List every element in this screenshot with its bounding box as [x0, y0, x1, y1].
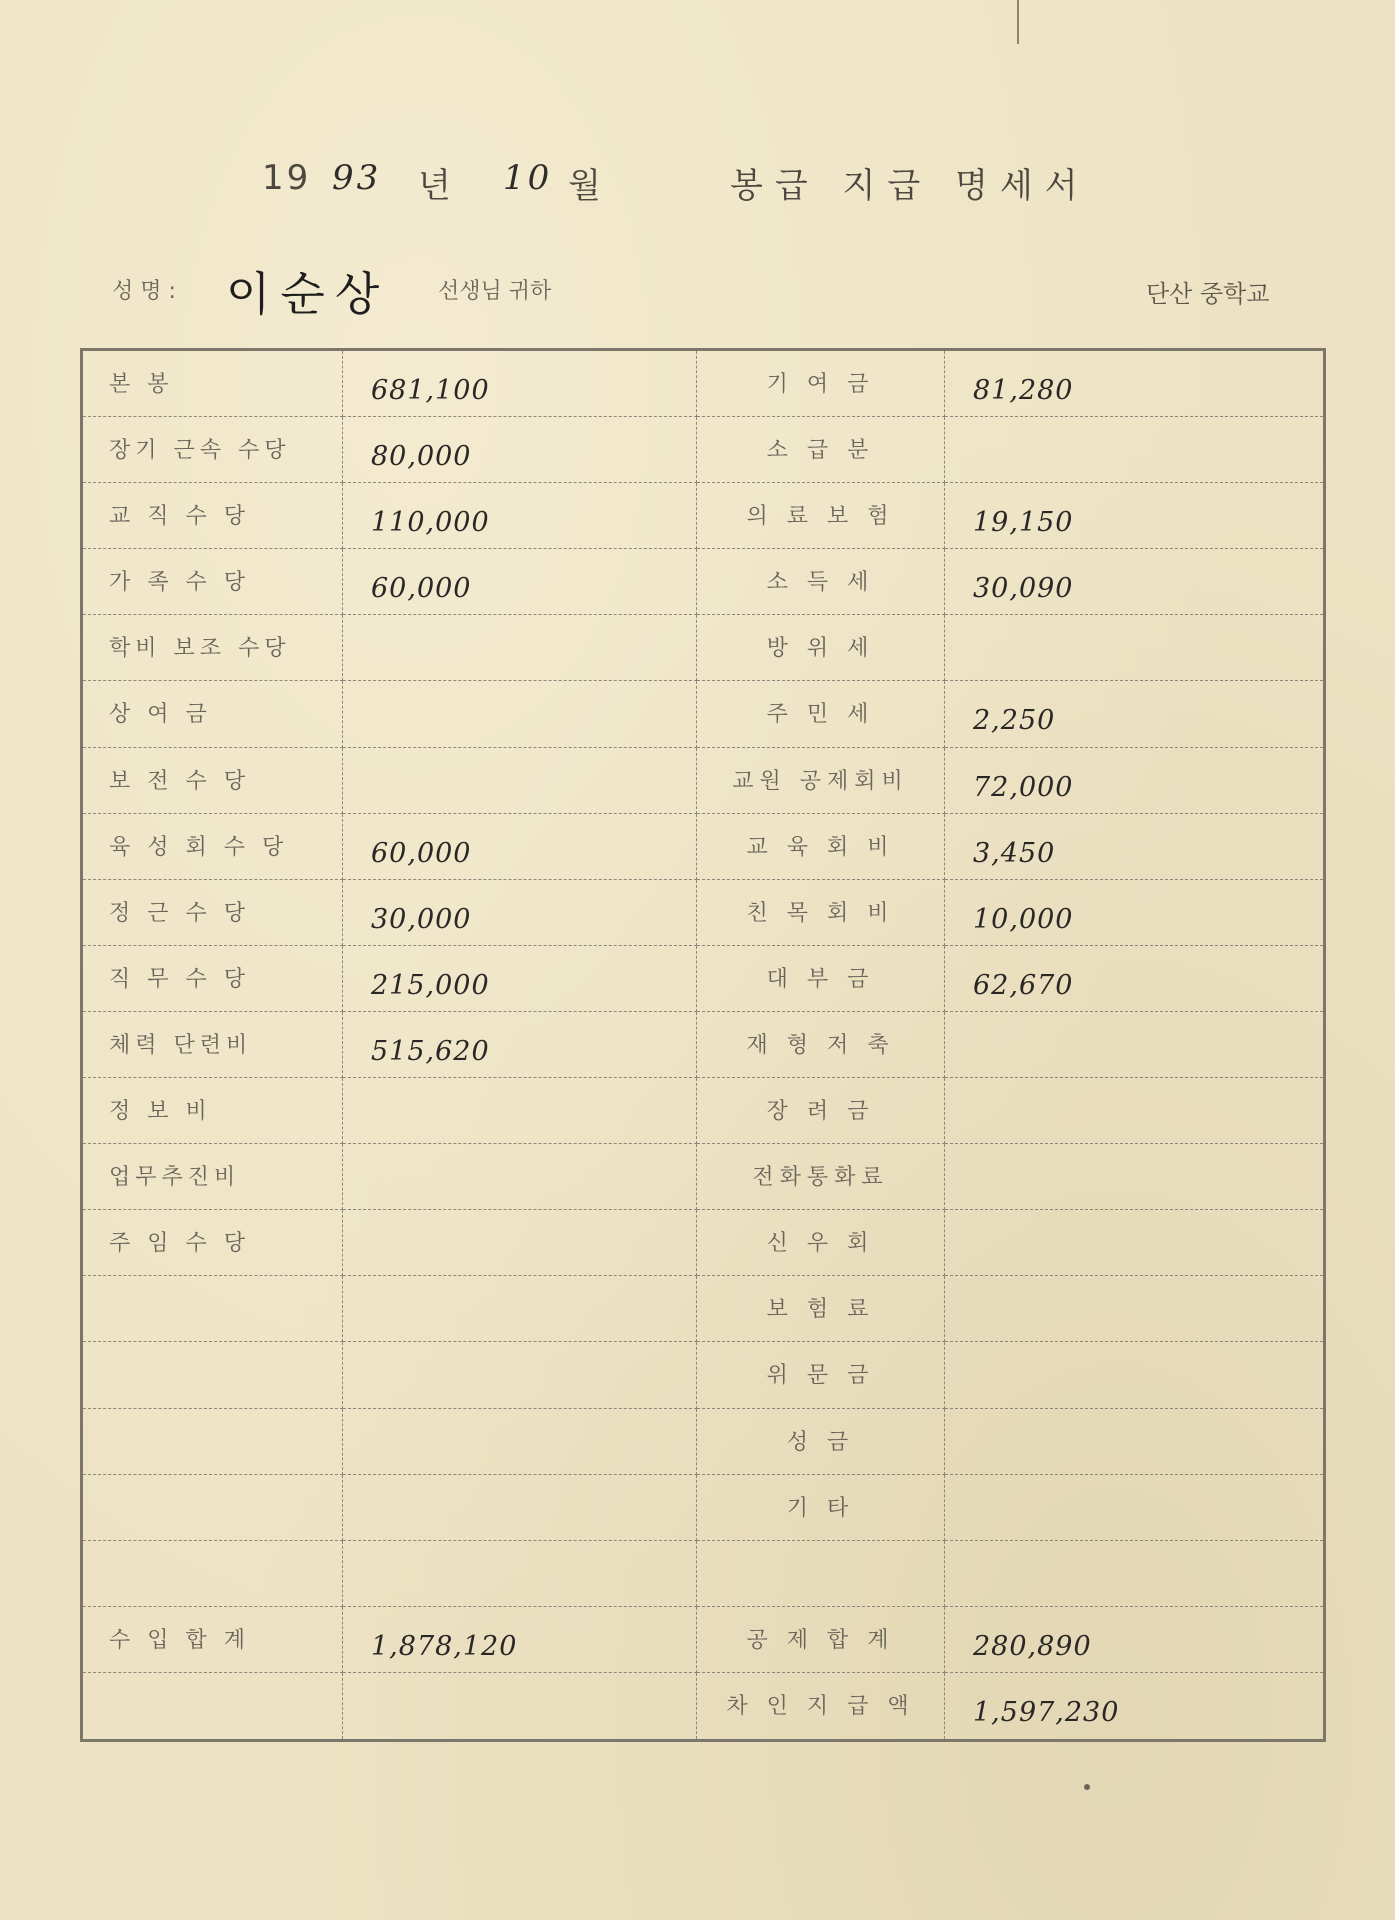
ledger-cell — [945, 946, 1323, 1012]
deduction-amount: 3,450 — [973, 837, 1056, 869]
ledger-cell — [83, 1607, 343, 1673]
title-month-handwritten: 10 — [503, 158, 553, 198]
income-label: 상 여 금 — [109, 702, 212, 728]
ledger-cell — [945, 814, 1323, 880]
ledger-cell — [945, 1342, 1323, 1408]
ledger-cell — [343, 1475, 697, 1541]
deduction-label: 위 문 금 — [766, 1363, 875, 1389]
income-amount: 1,878,120 — [371, 1630, 518, 1662]
ledger-cell — [343, 1607, 697, 1673]
ledger-cell — [945, 1144, 1323, 1210]
deduction-amount: 81,280 — [973, 375, 1074, 406]
deduction-label: 소 득 세 — [766, 570, 875, 596]
ledger-cell — [83, 1342, 343, 1408]
ledger-cell — [697, 1673, 945, 1739]
ledger-cell — [83, 681, 343, 747]
ledger-cell — [343, 1144, 697, 1210]
ledger-cell — [343, 351, 697, 417]
deduction-amount: 280,890 — [973, 1630, 1092, 1662]
ledger-cell — [945, 880, 1323, 946]
deduction-label: 의 료 보 험 — [746, 504, 895, 530]
income-label: 주 임 수 당 — [109, 1231, 250, 1257]
income-label: 업무추진비 — [109, 1165, 241, 1191]
income-amount: 60,000 — [371, 837, 472, 869]
ledger-cell — [343, 880, 697, 946]
ledger-cell — [945, 1276, 1323, 1342]
deduction-label: 친 목 회 비 — [746, 900, 895, 926]
income-label: 가 족 수 당 — [109, 570, 250, 596]
ledger-cell — [945, 1012, 1323, 1078]
ledger-cell — [945, 1210, 1323, 1276]
ledger-cell — [697, 1409, 945, 1475]
title-document-name: 봉급 지급 명세서 — [730, 166, 1090, 206]
ledger-cell — [343, 748, 697, 814]
ledger-cell — [945, 681, 1323, 747]
deduction-label: 장 려 금 — [766, 1099, 875, 1125]
deduction-amount: 1,597,230 — [973, 1696, 1120, 1728]
ledger-cell — [83, 1541, 343, 1607]
ledger-cell — [83, 946, 343, 1012]
ledger-cell — [945, 351, 1323, 417]
ledger-cell — [945, 549, 1323, 615]
deduction-label: 공 제 합 계 — [746, 1627, 895, 1653]
deduction-label: 신 우 회 — [766, 1231, 875, 1257]
ledger-cell — [697, 351, 945, 417]
ink-speck — [1084, 1784, 1090, 1790]
ledger-cell — [697, 483, 945, 549]
ledger-cell — [697, 814, 945, 880]
title-year-unit: 년 — [418, 166, 454, 206]
deduction-label: 차 인 지 급 액 — [726, 1693, 915, 1719]
deduction-amount: 10,000 — [973, 903, 1074, 935]
ledger-cell — [343, 1409, 697, 1475]
income-label: 정 보 비 — [109, 1099, 212, 1125]
name-honorific: 선생님 귀하 — [438, 279, 552, 304]
ledger-cell — [697, 1012, 945, 1078]
ledger-cell — [343, 1673, 697, 1739]
school-name: 단산 중학교 — [1146, 280, 1270, 308]
ledger-cell — [697, 549, 945, 615]
ledger-cell — [83, 880, 343, 946]
name-handwritten: 이순상 — [226, 267, 390, 321]
deduction-label: 전화통화료 — [752, 1165, 889, 1191]
deduction-label: 기 여 금 — [766, 372, 875, 397]
income-amount: 110,000 — [371, 507, 490, 539]
ledger-cell — [343, 1276, 697, 1342]
income-label: 직 무 수 당 — [109, 966, 250, 992]
deduction-amount: 72,000 — [973, 771, 1074, 803]
ledger-cell — [945, 417, 1323, 483]
ledger-cell — [83, 1144, 343, 1210]
ledger-cell — [343, 814, 697, 880]
ledger-cell — [697, 946, 945, 1012]
deduction-label: 소 급 분 — [766, 438, 875, 464]
income-label: 체력 단련비 — [109, 1032, 253, 1058]
title-year-handwritten: 93 — [332, 158, 382, 198]
salary-ledger-table — [80, 348, 1326, 1742]
ledger-cell — [945, 748, 1323, 814]
ledger-cell — [343, 1210, 697, 1276]
ledger-cell — [83, 549, 343, 615]
income-label: 수 입 합 계 — [109, 1627, 250, 1653]
income-label: 보 전 수 당 — [109, 768, 250, 794]
ledger-cell — [83, 351, 343, 417]
income-amount: 515,620 — [371, 1035, 490, 1067]
ledger-cell — [83, 1673, 343, 1739]
deduction-label: 교 육 회 비 — [746, 834, 895, 860]
ledger-cell — [83, 1409, 343, 1475]
ledger-cell — [697, 1475, 945, 1541]
title-month-unit: 월 — [568, 166, 604, 206]
deduction-amount: 2,250 — [973, 705, 1056, 737]
income-label: 장기 근속 수당 — [109, 438, 291, 464]
ledger-cell — [83, 814, 343, 880]
fold-mark — [1017, 0, 1019, 44]
ledger-cell — [83, 483, 343, 549]
deduction-label: 기 타 — [786, 1495, 855, 1521]
income-label: 정 근 수 당 — [109, 900, 250, 926]
ledger-cell — [343, 946, 697, 1012]
ledger-cell — [83, 1012, 343, 1078]
ledger-cell — [343, 1078, 697, 1144]
deduction-amount: 30,090 — [973, 573, 1074, 605]
ledger-cell — [83, 748, 343, 814]
name-label: 성 명 : — [112, 279, 176, 304]
ledger-cell — [697, 1541, 945, 1607]
ledger-cell — [343, 549, 697, 615]
ledger-cell — [697, 748, 945, 814]
ledger-cell — [83, 1475, 343, 1541]
ledger-cell — [343, 1012, 697, 1078]
ledger-cell — [697, 1144, 945, 1210]
ledger-cell — [945, 1607, 1323, 1673]
income-label: 육 성 회 수 당 — [109, 834, 289, 860]
title-year-prefix: 19 — [262, 158, 312, 198]
ledger-cell — [945, 1078, 1323, 1144]
ledger-cell — [697, 1276, 945, 1342]
ledger-cell — [697, 880, 945, 946]
deduction-label: 주 민 세 — [766, 702, 875, 728]
deduction-label: 재 형 저 축 — [746, 1032, 895, 1058]
ledger-cell — [343, 1342, 697, 1408]
deduction-amount: 62,670 — [973, 969, 1074, 1001]
income-amount: 80,000 — [371, 441, 472, 473]
ledger-cell — [343, 417, 697, 483]
ledger-cell — [697, 615, 945, 681]
income-amount: 60,000 — [371, 573, 472, 605]
ledger-cell — [697, 1078, 945, 1144]
ledger-cell — [697, 1342, 945, 1408]
income-amount: 681,100 — [371, 375, 490, 406]
ledger-cell — [343, 615, 697, 681]
income-label: 본 봉 — [109, 372, 174, 397]
ledger-cell — [945, 1409, 1323, 1475]
deduction-label: 성 금 — [786, 1429, 855, 1455]
ledger-cell — [945, 615, 1323, 681]
ledger-cell — [945, 483, 1323, 549]
deduction-label: 보 험 료 — [766, 1297, 875, 1323]
ledger-cell — [83, 1078, 343, 1144]
ledger-cell — [945, 1541, 1323, 1607]
ledger-cell — [343, 681, 697, 747]
ledger-cell — [697, 1210, 945, 1276]
ledger-cell — [697, 1607, 945, 1673]
deduction-label: 대 부 금 — [766, 966, 875, 992]
income-amount: 30,000 — [371, 903, 472, 935]
deduction-amount: 19,150 — [973, 507, 1074, 539]
ledger-cell — [83, 1210, 343, 1276]
income-label: 학비 보조 수당 — [109, 636, 291, 662]
ledger-cell — [343, 483, 697, 549]
ledger-cell — [83, 417, 343, 483]
deduction-label: 방 위 세 — [766, 636, 875, 662]
ledger-cell — [83, 615, 343, 681]
income-label: 교 직 수 당 — [109, 504, 250, 530]
ledger-cell — [83, 1276, 343, 1342]
income-amount: 215,000 — [371, 969, 490, 1001]
ledger-cell — [343, 1541, 697, 1607]
ledger-cell — [945, 1673, 1323, 1739]
ledger-cell — [697, 417, 945, 483]
deduction-label: 교원 공제회비 — [732, 768, 909, 794]
ledger-cell — [697, 681, 945, 747]
ledger-cell — [945, 1475, 1323, 1541]
